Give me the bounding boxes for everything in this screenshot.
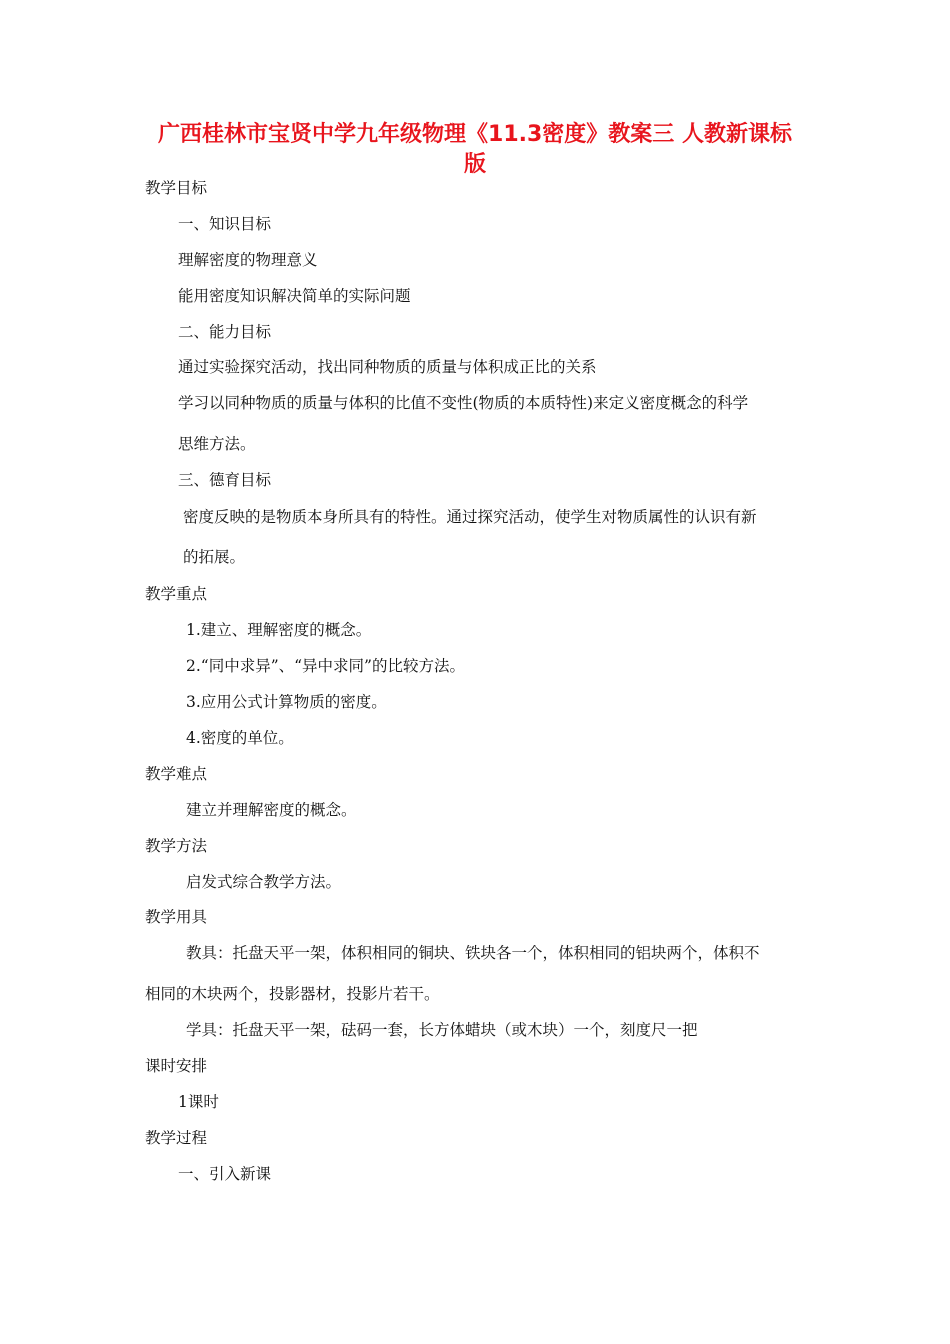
paragraph-line: 1课时	[178, 1093, 219, 1111]
document-title: 广西桂林市宝贤中学九年级物理《11.3密度》教案三 人教新课标版	[158, 122, 792, 177]
heading-teaching-process: 教学过程	[145, 1129, 208, 1147]
heading-key-points: 教学重点	[145, 585, 208, 603]
paragraph-line: 建立并理解密度的概念。	[186, 801, 357, 819]
paragraph-line: 能用密度知识解决简单的实际问题	[178, 287, 411, 305]
paragraph-line: 理解密度的物理意义	[178, 251, 318, 269]
paragraph-line: 教具：托盘天平一架，体积相同的铜块、铁块各一个，体积相同的铝块两个，体积不	[186, 944, 760, 962]
paragraph-line: 学具：托盘天平一架，砝码一套，长方体蜡块（或木块）一个，刻度尺一把	[186, 1021, 698, 1039]
heading-teaching-goals: 教学目标	[145, 179, 208, 197]
paragraph-line: 思维方法。	[178, 435, 256, 453]
list-item: 1.建立、理解密度的概念。	[186, 621, 372, 639]
paragraph-line: 学习以同种物质的质量与体积的比值不变性(物质的本质特性)来定义密度概念的科学	[178, 394, 749, 412]
heading-teaching-tools: 教学用具	[145, 908, 208, 926]
subheading-knowledge-goals: 一、知识目标	[178, 215, 272, 233]
subheading-moral-goals: 三、德育目标	[178, 471, 272, 489]
paragraph-line: 密度反映的是物质本身所具有的特性。通过探究活动，使学生对物质属性的认识有新	[183, 508, 757, 526]
subheading-introduction: 一、引入新课	[178, 1165, 272, 1183]
subheading-ability-goals: 二、能力目标	[178, 323, 272, 341]
list-item: 2.“同中求异”、“异中求同”的比较方法。	[186, 657, 465, 675]
paragraph-line: 启发式综合教学方法。	[186, 873, 342, 891]
list-item: 3.应用公式计算物质的密度。	[186, 693, 387, 711]
heading-difficult-points: 教学难点	[145, 765, 208, 783]
heading-schedule: 课时安排	[145, 1057, 208, 1075]
paragraph-line: 通过实验探究活动，找出同种物质的质量与体积成正比的关系	[178, 358, 597, 376]
paragraph-line: 相同的木块两个，投影器材，投影片若干。	[145, 985, 440, 1003]
paragraph-line: 的拓展。	[183, 548, 246, 566]
heading-teaching-methods: 教学方法	[145, 837, 208, 855]
list-item: 4.密度的单位。	[186, 729, 294, 747]
